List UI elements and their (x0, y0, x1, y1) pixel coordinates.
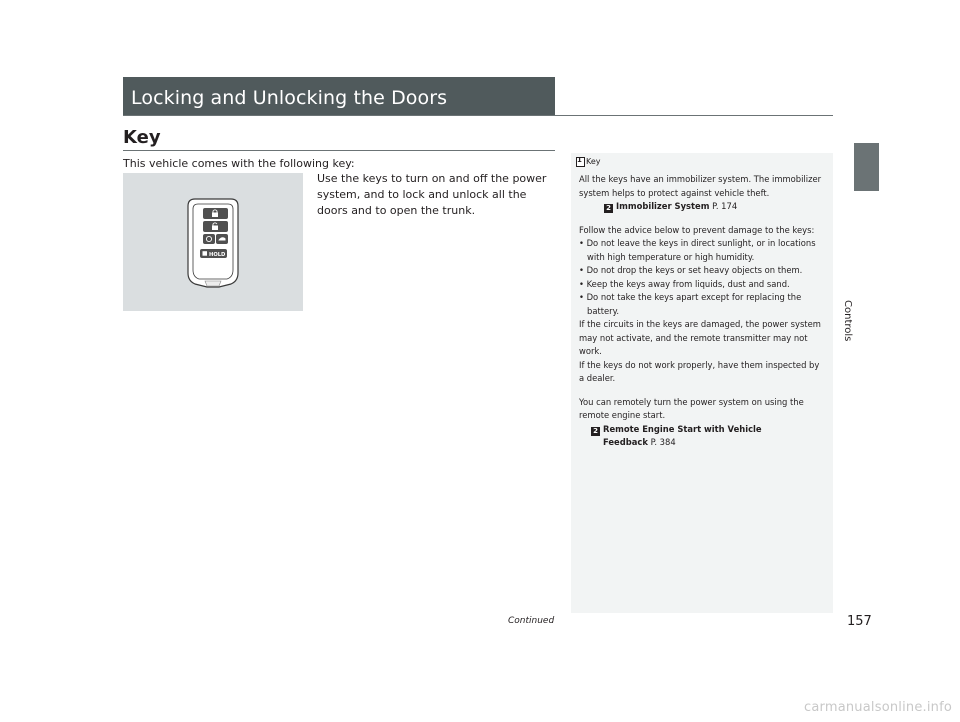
reference-arrow-icon: 2 (591, 427, 600, 436)
sidebar-paragraph: Follow the advice below to prevent damage to the keys: (579, 224, 815, 235)
immobilizer-reference (579, 200, 827, 214)
section-title: Locking and Unlocking the Doors (131, 87, 448, 109)
list-item: • Do not take the keys apart except for replacing the battery. (579, 292, 802, 316)
reference-arrow-icon: 2 (604, 204, 613, 213)
sidebar-paragraph: If the keys do not work properly, have them inspected by a dealer. (579, 359, 820, 383)
page-number: 157 (847, 614, 872, 629)
panic-icon (203, 251, 208, 256)
page-heading: Key (123, 127, 161, 148)
list-item: • Keep the keys away from liquids, dust and sand. (579, 278, 790, 289)
remote-start-reference (579, 423, 827, 450)
sidebar-paragraph: You can remotely turn the power system on using the remote engine start. (579, 396, 804, 420)
continued-label: Continued (508, 616, 555, 626)
sidebar-paragraph: If the circuits in the keys are damaged, the power system may not activate, and the remote transmitter may not work. (579, 319, 821, 356)
reference-title: Remote Engine Start with Vehicle (603, 423, 762, 434)
reference-page: P. 174 (712, 201, 738, 211)
banner-rule (123, 115, 833, 116)
heading-rule (123, 150, 555, 151)
list-item: • Do not leave the keys in direct sunlight, or in locations with high temperature or high humidity. (579, 238, 816, 262)
sidebar-title: Key (586, 157, 601, 166)
chapter-label: Controls (842, 300, 853, 342)
watermark: carmanualsonline.info (804, 700, 953, 715)
key-description: Use the keys to turn on and off the power system, and to lock and unlock all the doors and to open the trunk. (317, 172, 547, 217)
sidebar-content (579, 173, 827, 450)
chapter-tab (854, 143, 879, 191)
sidebar-marker-icon: 1 (576, 157, 585, 166)
remote-start-button (203, 234, 215, 244)
sidebar-paragraph: All the keys have an immobilizer system. The immobilizer system helps to protect against vehicle theft. (579, 174, 822, 198)
key-fob-illustration (123, 173, 303, 311)
intro-text: This vehicle comes with the following key: (123, 157, 355, 170)
reference-title: Immobilizer System (616, 201, 710, 211)
reference-title-continued: Feedback (603, 437, 648, 447)
reference-page: P. 384 (650, 437, 676, 447)
sidebar-heading (576, 157, 601, 166)
list-item: • Do not drop the keys or set heavy objects on them. (579, 265, 803, 275)
key-fob-figure (123, 173, 303, 311)
hold-label: HOLD (209, 252, 226, 259)
